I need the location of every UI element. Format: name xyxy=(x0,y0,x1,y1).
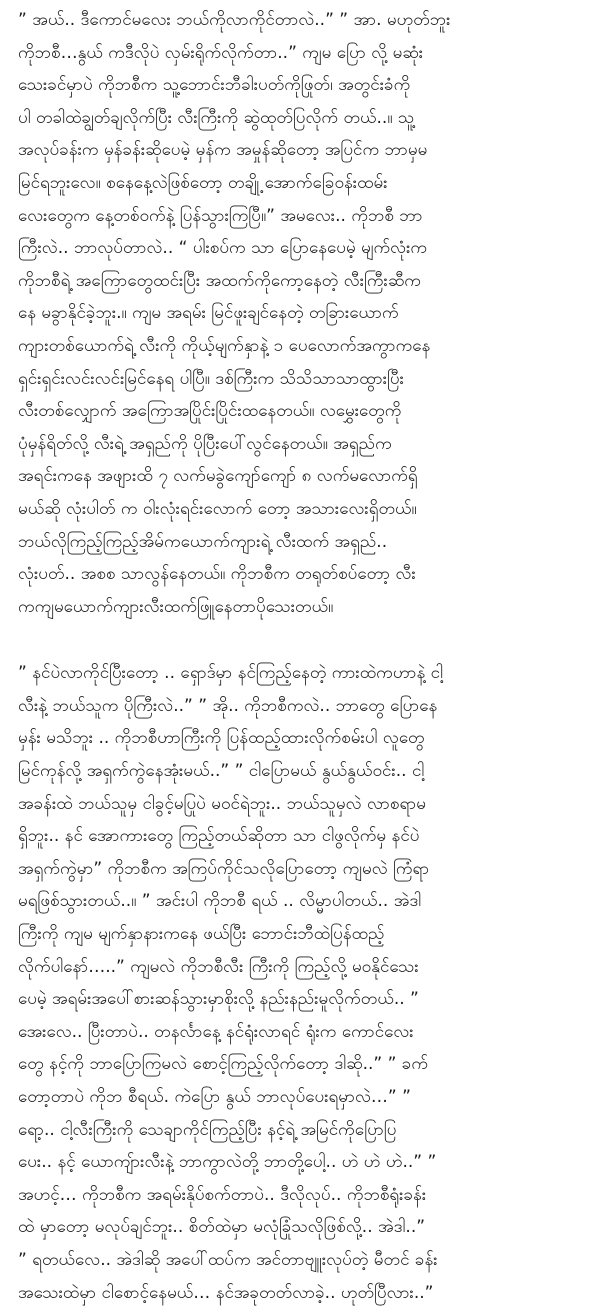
text-line: ကိုဘစီရဲ့ အကြောတွေထင်းပြီး အထက်ကိုကော့နေတဲ့ လီးကြီးဆီက xyxy=(18,270,421,291)
text-line: အလုပ်ခန်းက မှန်ခန်းဆိုပေမဲ့ မှန်က အမှုန်ဆိုတော့ အပြင်က ဘာမှမ xyxy=(18,140,428,161)
text-line: အေးလေ.. ပြီးတာပဲ.. တနင်္လာနေ့ နင်ရုံးလာရင် ရုံးက ကောင်လေး xyxy=(18,1021,414,1042)
text-line: ” နင်ပဲလာကိုင်ပြီးတော့ .. ရှောဒ်မှာ နင်ကြည့်နေတဲ့ ကားထဲကဟာနဲ့ ငါ့ xyxy=(18,663,444,684)
text-line: အဟင့်… ကိုဘစီက အရမ်းနိုပ်စက်တာပဲ.. ဒီလိုလုပ်.. ကိုဘစီရုံးခန်း xyxy=(18,1184,427,1205)
text-line: တော့တာပဲ ကိုဘ စီရယ်. ကဲပြော နွယ် ဘာလုပ်ပေးရမှာလဲ…” ” xyxy=(18,1087,411,1107)
text-line: အခန်းထဲ ဘယ်သူမှ ငါခွင့်မပြုပဲ မဝင်ရဲဘူး.. ဘယ်သူမှလဲ လာစရာမ xyxy=(18,793,426,814)
text-line: အသေးထဲမှာ ငါစောင့်နေမယ်… နင်အခုတတ်လာခဲ့.. ဟုတ်ပြီလား..” xyxy=(18,1282,434,1303)
text-line: နေ မခွာနိုင်ခဲ့ဘူး.။ ကျမ အရမ်း မြင်ဖူးချင်နေတဲ့ တခြားယောက် xyxy=(18,303,399,324)
text-line: လီးတစ်လျှောက် အကြောအပြိုင်းပြိုင်းထနေတယ်။ လမွှေးတွေကို xyxy=(18,401,402,422)
text-line: အရှက်ကွဲမှာ” ကိုဘစီက အကြပ်ကိုင်သလိုပြောတော့ ကျမလဲ ကြံရာ xyxy=(18,858,430,879)
text-line: ပေမဲ့ အရမ်းအပေါ်စားဆန်သွားမှာစိုးလို့ နည်းနည်းမူလိုက်တယ်.. ” xyxy=(18,989,419,1010)
paragraph-gap xyxy=(18,623,585,657)
text-line: ပုံမှန်ရိတ်လို့ လီးရဲ့ အရှည်ကို ပိုပြီးပေါ်လွင်နေတယ်။ အရှည်က xyxy=(18,433,392,454)
text-line: သေးခင်မှာပဲ ကိုဘစီက သူ့ဘောင်းဘီခါးပတ်ကိုဖြုတ်၊ အတွင်းခံကို xyxy=(18,75,411,96)
text-line: ကျားတစ်ယောက်ရဲ့ လီးကို ကိုယ့်မျက်နှာနဲ့ ၁ ပေလောက်အကွာကနေ xyxy=(18,335,431,356)
text-line: မြင်ရဘူးလေ။ စနေနေ့လဲဖြစ်တော့ တချို့ အောက်ခြေဝန်းထမ်း xyxy=(18,172,388,193)
text-line: လေးတွေက နေ့တစ်ဝက်နဲ့ ပြန်သွားကြပြီ။” အမလေး.. ကိုဘစီ ဘာ xyxy=(18,205,423,226)
text-line: ရှိဘူး.. နင် အောကားတွေ ကြည့်တယ်ဆိုတာ သာ ငါဖွလိုက်မှ နင်ပဲ xyxy=(18,826,420,847)
text-line: ဘယ်လိုကြည့်ကြည့်အိမ်ကယောက်ကျားရဲ့ လီးထက် အရှည်.. xyxy=(18,531,388,552)
text-line: လီးနဲ့ ဘယ်သူက ပိုကြီးလဲ..” ” အို.. ကိုဘစီကလဲ.. ဘာတွေ ပြောနေ xyxy=(18,695,438,716)
text-line: မရဖြစ်သွားတယ်..။ ” အင်းပါ ကိုဘစီ ရယ် .. လိမ္မာပါတယ်.. အဲဒါ xyxy=(18,891,422,912)
text-line: ရှင်းရှင်းလင်းလင်းမြင်နေရ ပါပြီ။ ဒစ်ကြီးက သိသိသာသာထွားပြီး xyxy=(18,368,404,389)
text-line: ကကျမယောက်ကျားလီးထက်ဖြူနေတာပိုသေးတယ်။ xyxy=(18,596,334,617)
text-line: မြင်ကုန်လို့ အရှက်ကွဲနေအုံးမယ်..” ” ငါပြောမယ် နွယ်နွယ်ဝင်း.. ငါ့ xyxy=(18,761,425,782)
text-line: လုံးပတ်.. အစစ သာလွန်နေတယ်။ ကိုဘစီက တရုတ်စပ်တော့ လီး xyxy=(18,564,416,585)
paragraph-1 xyxy=(18,4,585,623)
text-line: ပေး.. နင့် ယောကျ်ားလီးနဲ့ ဘာကွာလဲတို့ ဘာတို့ပေါ့.. ဟဲ ဟဲ ဟဲ..” ” xyxy=(18,1152,437,1173)
text-line: ” ရတယ်လေ.. အဲဒါဆို အပေါ်ထပ်က အင်တာဗျူးလုပ်တဲ့ မီတင် ခန်း xyxy=(18,1249,438,1270)
text-line: ထဲ မှာတော့ မလုပ်ချင်ဘူး.. စိတ်ထဲမှာ မလုံခြုံသလိုဖြစ်လို့.. အဲဒါ..” xyxy=(18,1217,426,1238)
text-line: မယ်ဆို လုံးပါတ် က ဝါးလုံးရင်းလောက် တော့ အသားလေးရှိတယ်။ xyxy=(18,498,417,519)
text-line: ကြီးကို ကျမ မျက်နှာနားကနေ ဖယ်ပြီး ဘောင်းဘီထဲပြန်ထည့် xyxy=(18,924,385,945)
text-line: ” အယ်.. ဒီကောင်မလေး ဘယ်ကိုလာကိုင်တာလဲ..” ” အာ. မဟုတ်ဘူး xyxy=(18,10,451,30)
text-line: တွေ နင့်ကို ဘာပြောကြမလဲ စောင့်ကြည့်လိုက်တော့ ဒါဆို..” ” ခက် xyxy=(18,1054,429,1075)
paragraph-2 xyxy=(18,657,585,1309)
text-line: ရော့.. ငါ့လီးကြီးကို သေချာကိုင်ကြည့်ပြီး နင့်ရဲ့ အမြင်ကိုပြောပြ xyxy=(18,1119,397,1140)
text-line: ကိုဘစီ…နွယ် ကဒီလိုပဲ လှမ်းရိုက်လိုက်တာ..” ကျမ ပြော လို့ မဆုံး xyxy=(18,42,424,63)
text-line: ကြီးလဲ.. ဘာလုပ်တာလဲ.. “ ပါးစပ်က သာ ပြောနေပေမဲ့ မျက်လုံးက xyxy=(18,238,428,259)
text-line: လိုက်ပါနော်…..” ကျမလဲ ကိုဘစီလီး ကြီးကို ကြည့်လို့ မဝနိုင်သေး xyxy=(18,956,419,977)
text-line: ပါ တခါထဲချွတ်ချလိုက်ပြီး လီးကြီးကို ဆွဲထုတ်ပြလိုက် တယ်..။ သူ့ xyxy=(18,107,415,128)
text-line: မှန်း မသိဘူး .. ကိုဘစီဟာကြီးကို ပြန်ထည့်ထားလိုက်စမ်းပါ လူတွေ xyxy=(18,728,425,749)
text-line: အရင်းကနေ အဖျားထိ ၇ လက်မခွဲကျော်ကျော် ၈ လက်မလောက်ရှိ xyxy=(18,466,418,487)
